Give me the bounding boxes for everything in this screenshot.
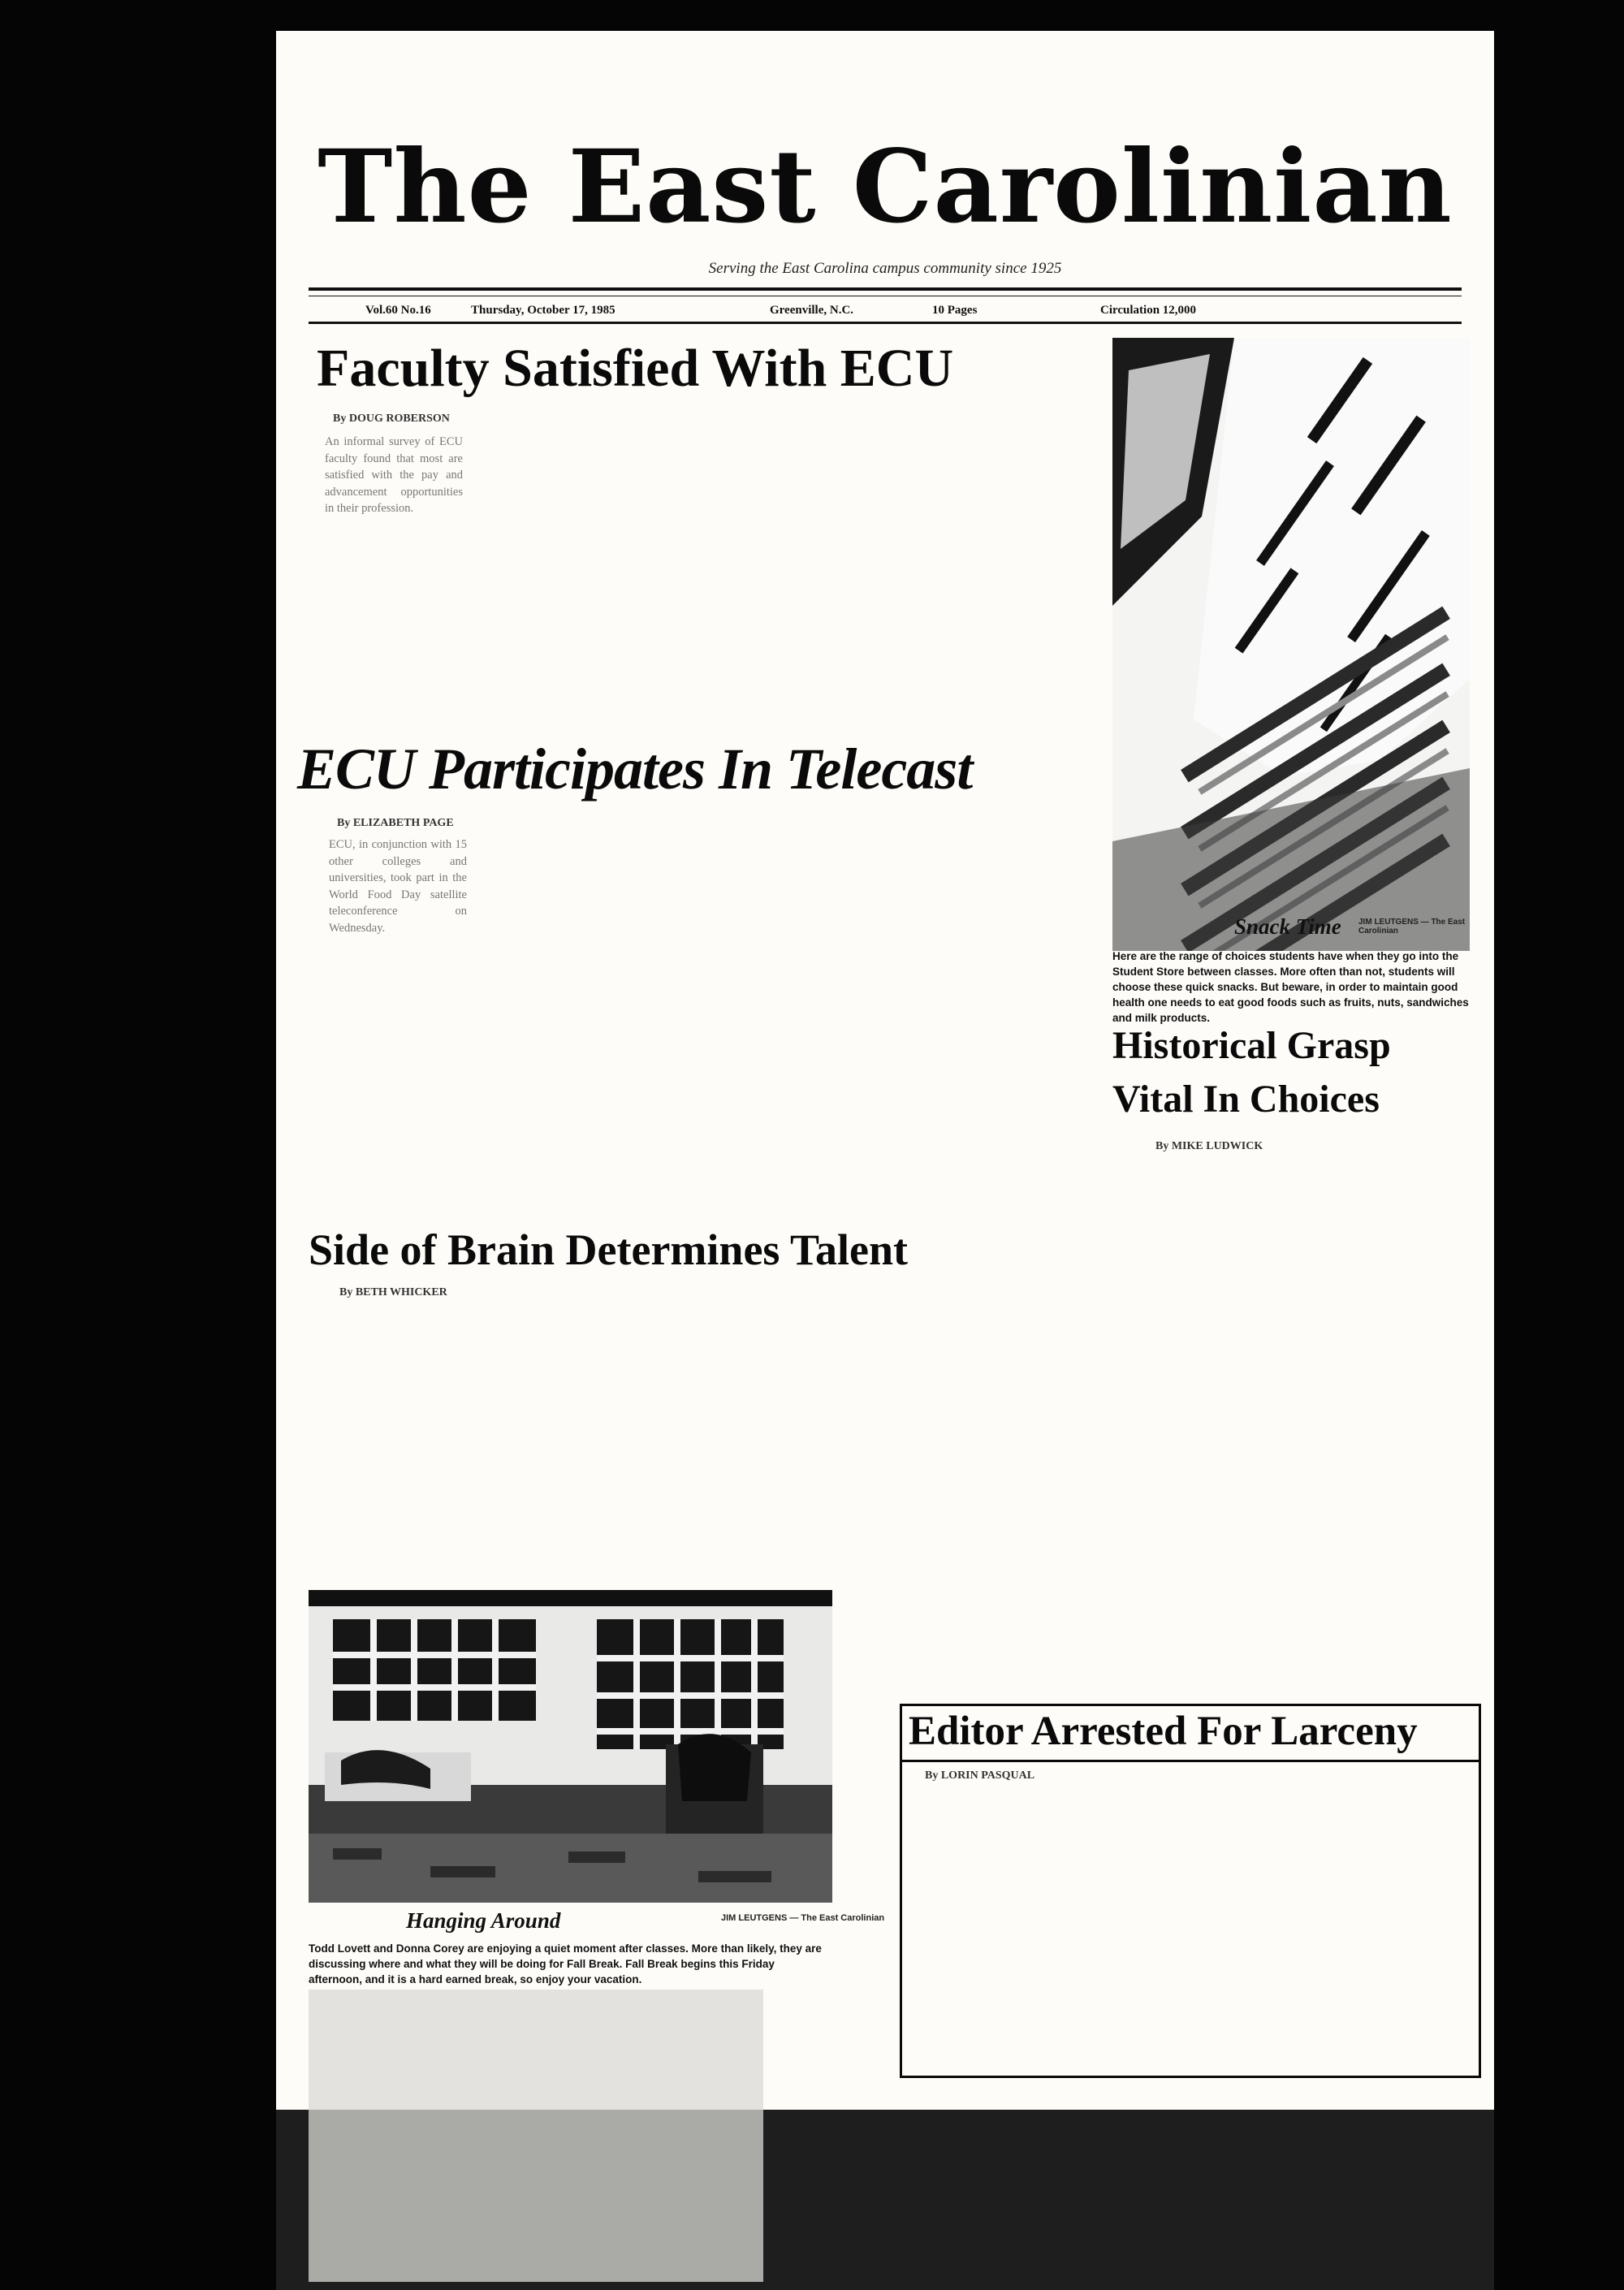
editor-byline: By LORIN PASQUAL bbox=[925, 1769, 1035, 1782]
telecast-column bbox=[666, 817, 804, 1210]
brain-column bbox=[508, 1286, 658, 1590]
editor-column bbox=[1337, 1769, 1467, 2067]
telecast-headline: ECU Participates In Telecast bbox=[297, 737, 973, 802]
dateline-pages: 10 Pages bbox=[932, 304, 978, 317]
history-headline-line2: Vital In Choices bbox=[1112, 1078, 1380, 1121]
dateline-rule bbox=[309, 322, 1462, 324]
history-column bbox=[1112, 1160, 1280, 1655]
snack-time-photo bbox=[1112, 338, 1470, 951]
snack-rack-image bbox=[1112, 338, 1470, 951]
top-rule bbox=[309, 287, 1462, 291]
scan-paper-tab bbox=[309, 1990, 763, 2282]
newspaper-page bbox=[276, 31, 1494, 2110]
faculty-column: An informal survey of ECU faculty found that most are satisfied with the pay and advancement opportunities in their profession. bbox=[325, 435, 463, 515]
brain-headline: Side of Brain Determines Talent bbox=[309, 1225, 908, 1274]
masthead-title: The East Carolinian bbox=[317, 128, 1453, 246]
dateline-circulation: Circulation 12,000 bbox=[1100, 304, 1197, 317]
brain-column bbox=[321, 1306, 459, 1590]
hanging-photo-credit: JIM LEUTGENS — The East Carolinian bbox=[721, 1913, 885, 1923]
dateline-volume: Vol.60 No.16 bbox=[365, 304, 431, 317]
hanging-photo-title: Hanging Around bbox=[406, 1908, 561, 1933]
history-byline: By MIKE LUDWICK bbox=[1155, 1140, 1263, 1152]
history-column bbox=[1291, 1140, 1466, 1655]
faculty-headline: Faculty Satisfied With ECU bbox=[317, 339, 954, 398]
telecast-column bbox=[510, 817, 648, 1210]
editor-column bbox=[1055, 1769, 1185, 2067]
faculty-column bbox=[510, 413, 648, 742]
window-image bbox=[309, 1590, 832, 1903]
masthead-tagline: Serving the East Carolina campus community since 1925 bbox=[708, 260, 1062, 277]
snack-photo-credit: JIM LEUTGENS — The East Carolinian bbox=[1358, 918, 1466, 935]
telecast-column bbox=[820, 817, 958, 1210]
hanging-around-photo bbox=[309, 1590, 832, 1903]
editor-column bbox=[1196, 1769, 1326, 2067]
faculty-column bbox=[666, 413, 804, 742]
telecast-byline: By ELIZABETH PAGE bbox=[337, 817, 454, 829]
faculty-column bbox=[974, 413, 1116, 742]
editor-headline: Editor Arrested For Larceny bbox=[909, 1709, 1418, 1754]
editor-story-box bbox=[900, 1704, 1481, 2078]
faculty-column bbox=[820, 413, 958, 742]
brain-byline: By BETH WHICKER bbox=[339, 1286, 447, 1298]
telecast-column bbox=[974, 817, 1116, 1210]
snack-photo-title: Snack Time bbox=[1234, 914, 1341, 939]
brain-column bbox=[832, 1286, 991, 1725]
snack-photo-cutline: Here are the range of choices students have when they go into the Student Store between classes. More often than not, students will choose these quick snacks. But beware, in order to maintain good health one needs to eat good foods such as fruits, nuts, sandwiches and milk products. bbox=[1112, 950, 1469, 1024]
brain-column bbox=[670, 1286, 820, 1590]
hanging-photo-cutline: Todd Lovett and Donna Corey are enjoying a quiet moment after classes. More than likely, they are discussing where and what they will be doing for Fall Break. Fall Break begins this Friday afternoon, and it is a hard earned break, so enjoy your vacation. bbox=[309, 1942, 822, 1985]
telecast-column: ECU, in conjunction with 15 other colleges and universities, took part in the World Food Day satellite teleconference on Wednesday. bbox=[329, 838, 467, 935]
editor-headline-rule bbox=[902, 1760, 1479, 1762]
dateline-date: Thursday, October 17, 1985 bbox=[471, 304, 615, 317]
history-headline-line1: Historical Grasp bbox=[1112, 1024, 1391, 1067]
dateline-place: Greenville, N.C. bbox=[770, 304, 854, 317]
editor-column bbox=[914, 1787, 1043, 2067]
faculty-byline: By DOUG ROBERSON bbox=[333, 413, 450, 425]
